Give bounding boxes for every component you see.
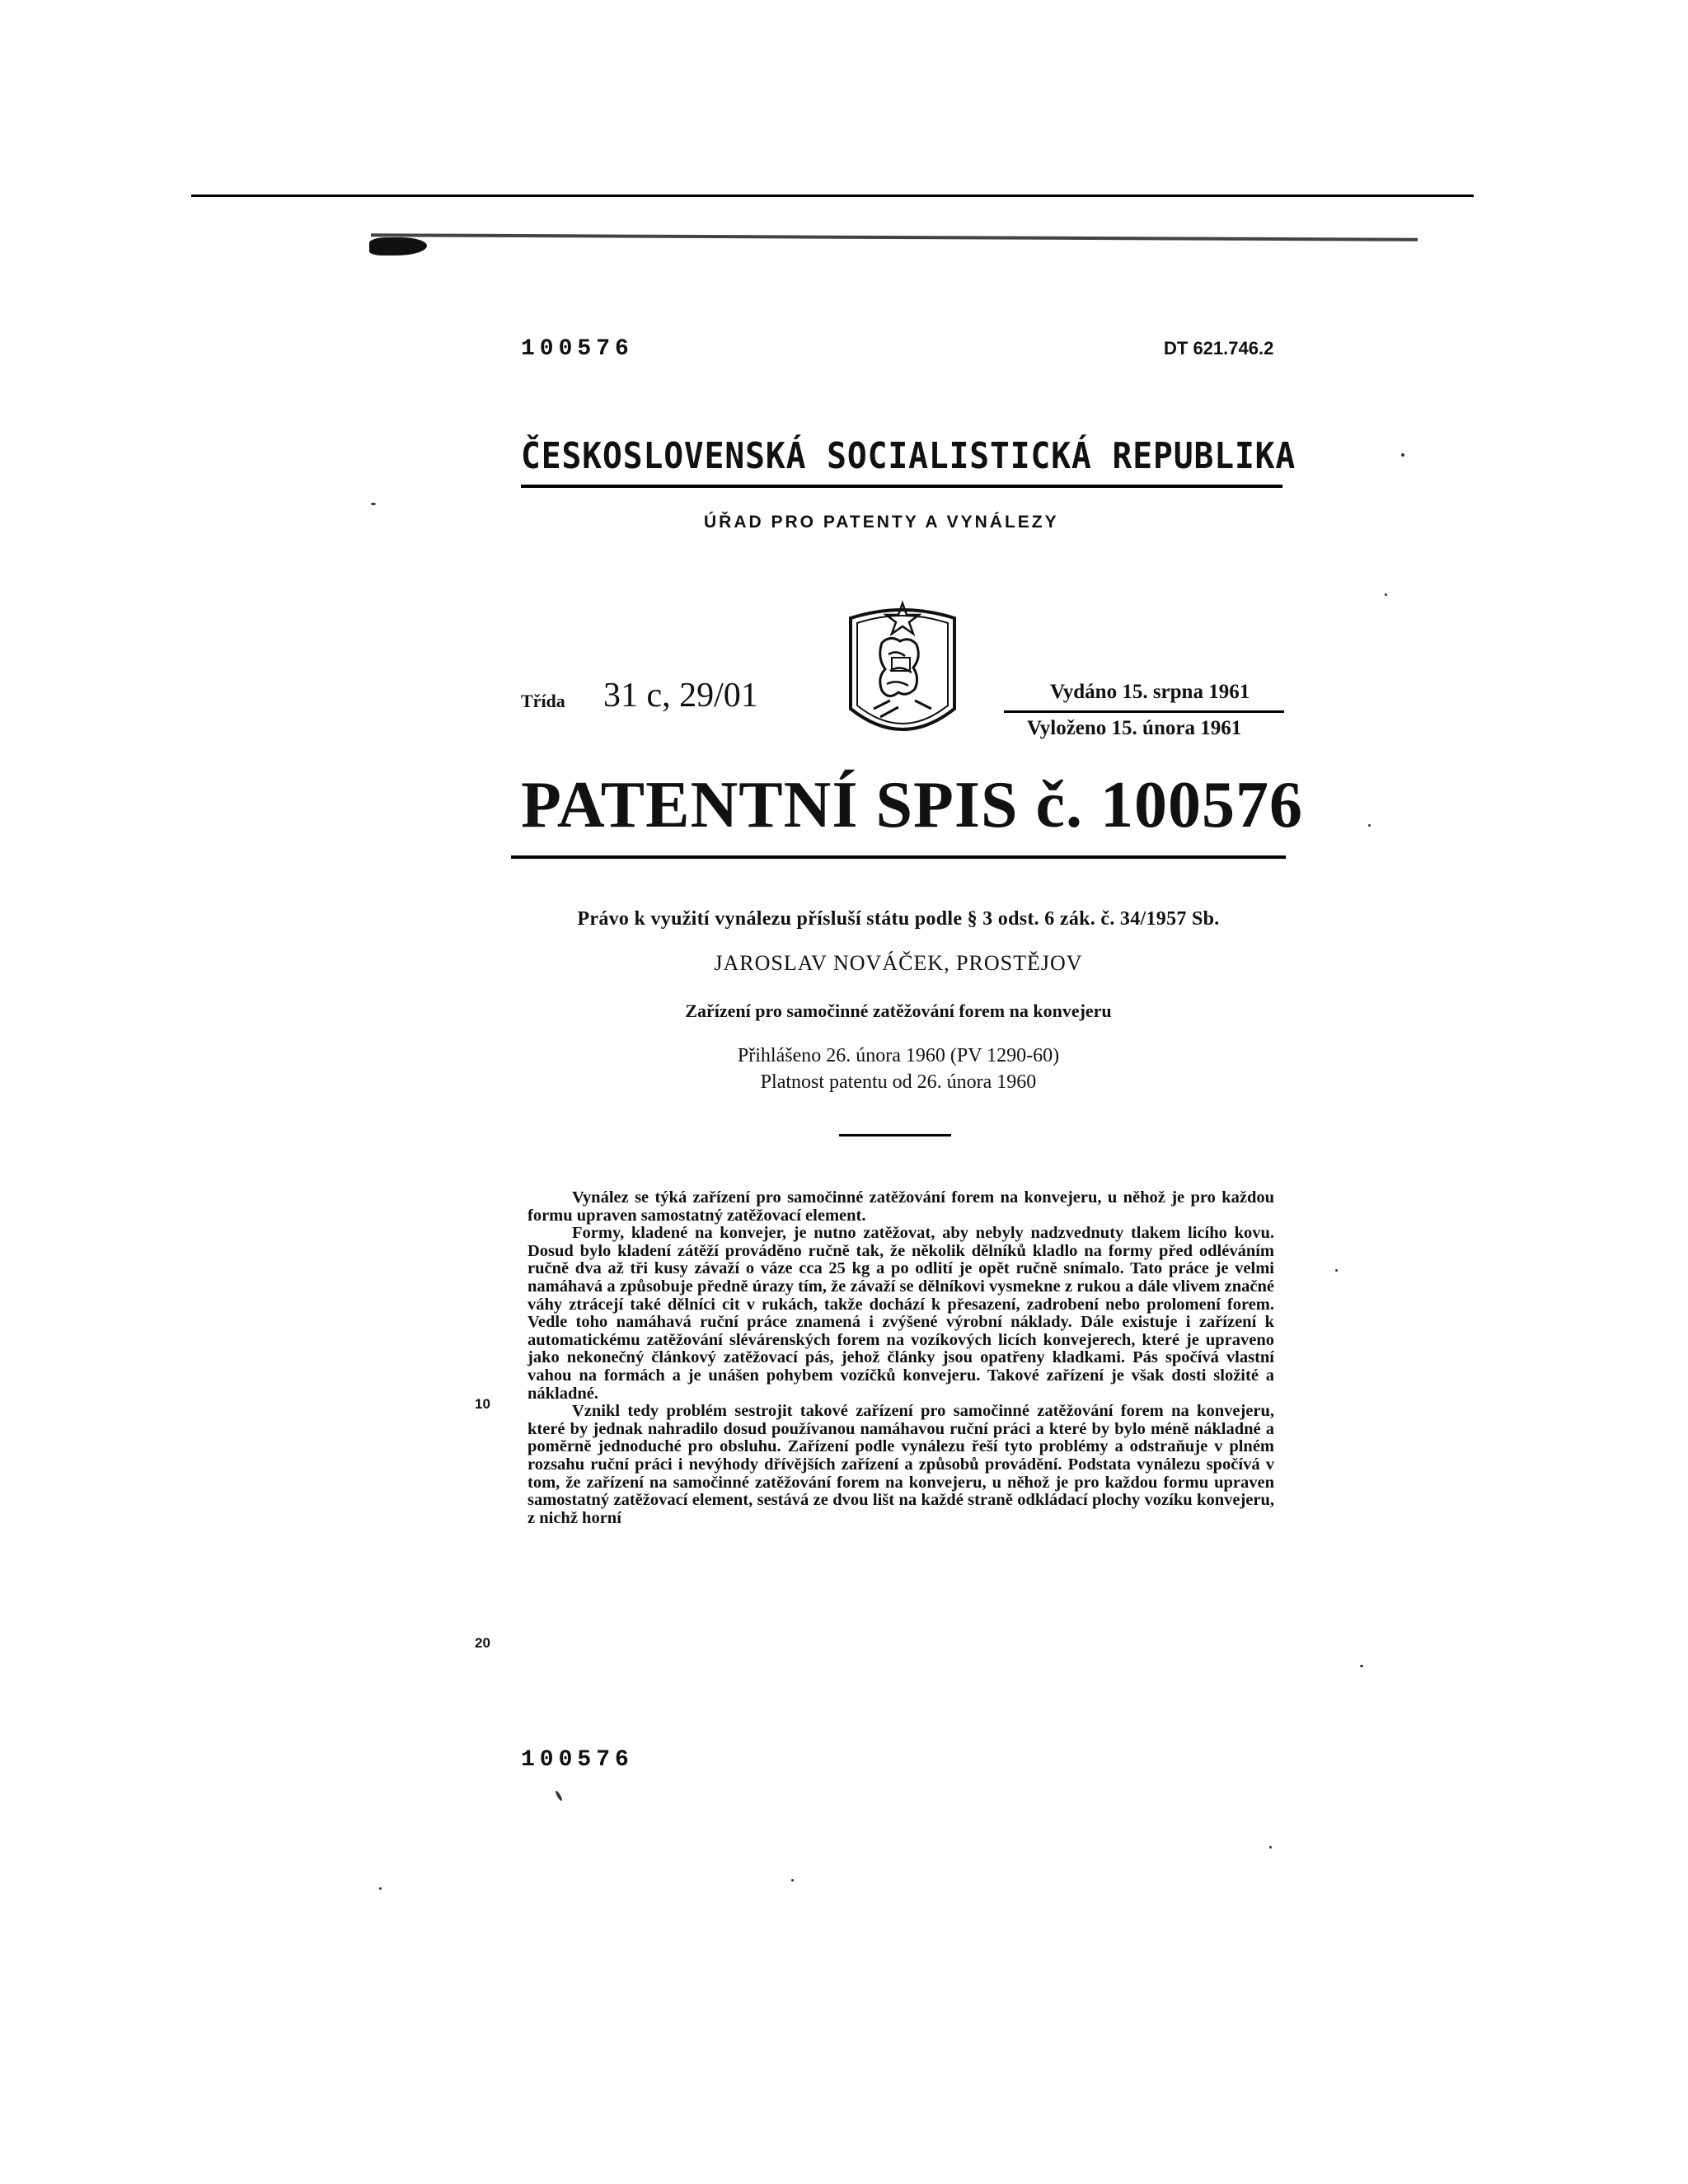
date-rule: [1004, 710, 1284, 713]
rights-statement: Právo k využití vynálezu přísluší státu podle § 3 odst. 6 zák. č. 34/1957 Sb.: [577, 908, 1220, 930]
scan-page-edge: [371, 233, 1418, 241]
inventor: JAROSLAV NOVÁČEK, PROSTĚJOV: [714, 951, 1083, 975]
republic-rule: [521, 485, 1282, 488]
scan-speck: [1401, 453, 1404, 457]
patent-title: PATENTNÍ SPIS č. 100576: [521, 769, 1304, 841]
line-number: 20: [475, 1635, 490, 1651]
class-value: 31 c, 29/01: [603, 677, 758, 715]
dt-classification: DT 621.746.2: [1164, 338, 1274, 359]
issued-date: Vydáno 15. srpna 1961: [1050, 681, 1250, 703]
scan-speck: [791, 1879, 794, 1882]
filed-date: Přihlášeno 26. února 1960 (PV 1290-60): [737, 1045, 1060, 1066]
scan-speck: [1335, 1269, 1338, 1272]
republic-heading: ČESKOSLOVENSKÁ SOCIALISTICKÁ REPUBLIKA: [521, 435, 1296, 477]
patent-number-bottom: 100576: [521, 1747, 634, 1773]
title-rule: [511, 855, 1286, 859]
scan-speck: [379, 1887, 382, 1890]
body-paragraph: Formy, kladené na konvejer, je nutno zatěžovat, aby nebyly nadzvednuty tlakem licího kovu. Dosud bylo kladení zátěží prováděno ručně tak, že několik dělníků kladlo na formy před odléváním ručně dva až tři kusy závaží o váze cca 25 kg a po odlití je opět ručně snímalo. Tato práce je velmi namáhavá a způsobuje předně úrazy tím, že závaží se dělníkovi vysmekne z rukou a dále vlivem značné váhy ztrácejí také dělníci cit v rukách, takže dochází k přesazení, zadrobení nebo prolomení forem. Vedle toho namáhavá ruční práce znamená i zvýšené výrobní náklady. Dále existuje i zařízení k automatickému zatěžování slévárenských forem na vozíkových licích konvejerech, které je upraveno jako nekonečný článkový zatěžovací pás, jehož články jsou opatřeny kladkami. Pás spočívá vlastní vahou na formách a je unášen pohybem vozíčků konvejeru. Takové zařízení je však dosti složité a nákladné.: [528, 1224, 1274, 1403]
scan-speck: [1269, 1846, 1272, 1849]
body-paragraph: Vynález se týká zařízení pro samočinné zatěžování forem na konvejeru, u něhož je pro každou formu upraven samostatný zatěžovací element.: [528, 1188, 1274, 1225]
scan-speck: [1385, 593, 1387, 596]
patent-number-top: 100576: [521, 336, 634, 362]
validity-date: Platnost patentu od 26. února 1960: [760, 1071, 1037, 1093]
czechoslovak-coat-of-arms-icon: [841, 585, 964, 750]
invention-title: Zařízení pro samočinné zatěžování forem na konvejeru: [685, 1001, 1112, 1021]
office-heading: ÚŘAD PRO PATENTY A VYNÁLEZY: [704, 513, 1059, 532]
scan-speck: [555, 1790, 563, 1802]
scan-speck: [1360, 1665, 1363, 1667]
scan-speck: [371, 503, 376, 505]
published-date: Vyloženo 15. února 1961: [1027, 717, 1242, 739]
scan-speck: [1368, 824, 1371, 827]
scan-artifact: [369, 237, 427, 255]
class-label: Třída: [521, 691, 565, 711]
body-paragraph: Vznikl tedy problém sestrojit takové zařízení pro samočinné zatěžování forem na konvejeru, které by jednak nahradilo dosud používanou namáhavou ruční práci a které by bylo méně nákladné a poměrně jednoduché pro obsluhu. Zařízení podle vynálezu řeší tyto problémy a odstraňuje v plném rozsahu ruční práci i nevýhody dřívějších zařízení a způsobů provádění. Podstata vynálezu spočívá v tom, že zařízení na samočinné zatěžování forem na konvejeru, u něhož je pro každou formu upraven samostatný zatěžovací element, sestává ze dvou lišt na každé straně odkládací plochy vozíku konvejeru, z nichž horní: [528, 1402, 1274, 1527]
line-number: 10: [475, 1396, 490, 1412]
top-rule: [191, 194, 1474, 197]
body-text: [528, 1189, 1274, 1527]
section-divider: [839, 1134, 951, 1137]
